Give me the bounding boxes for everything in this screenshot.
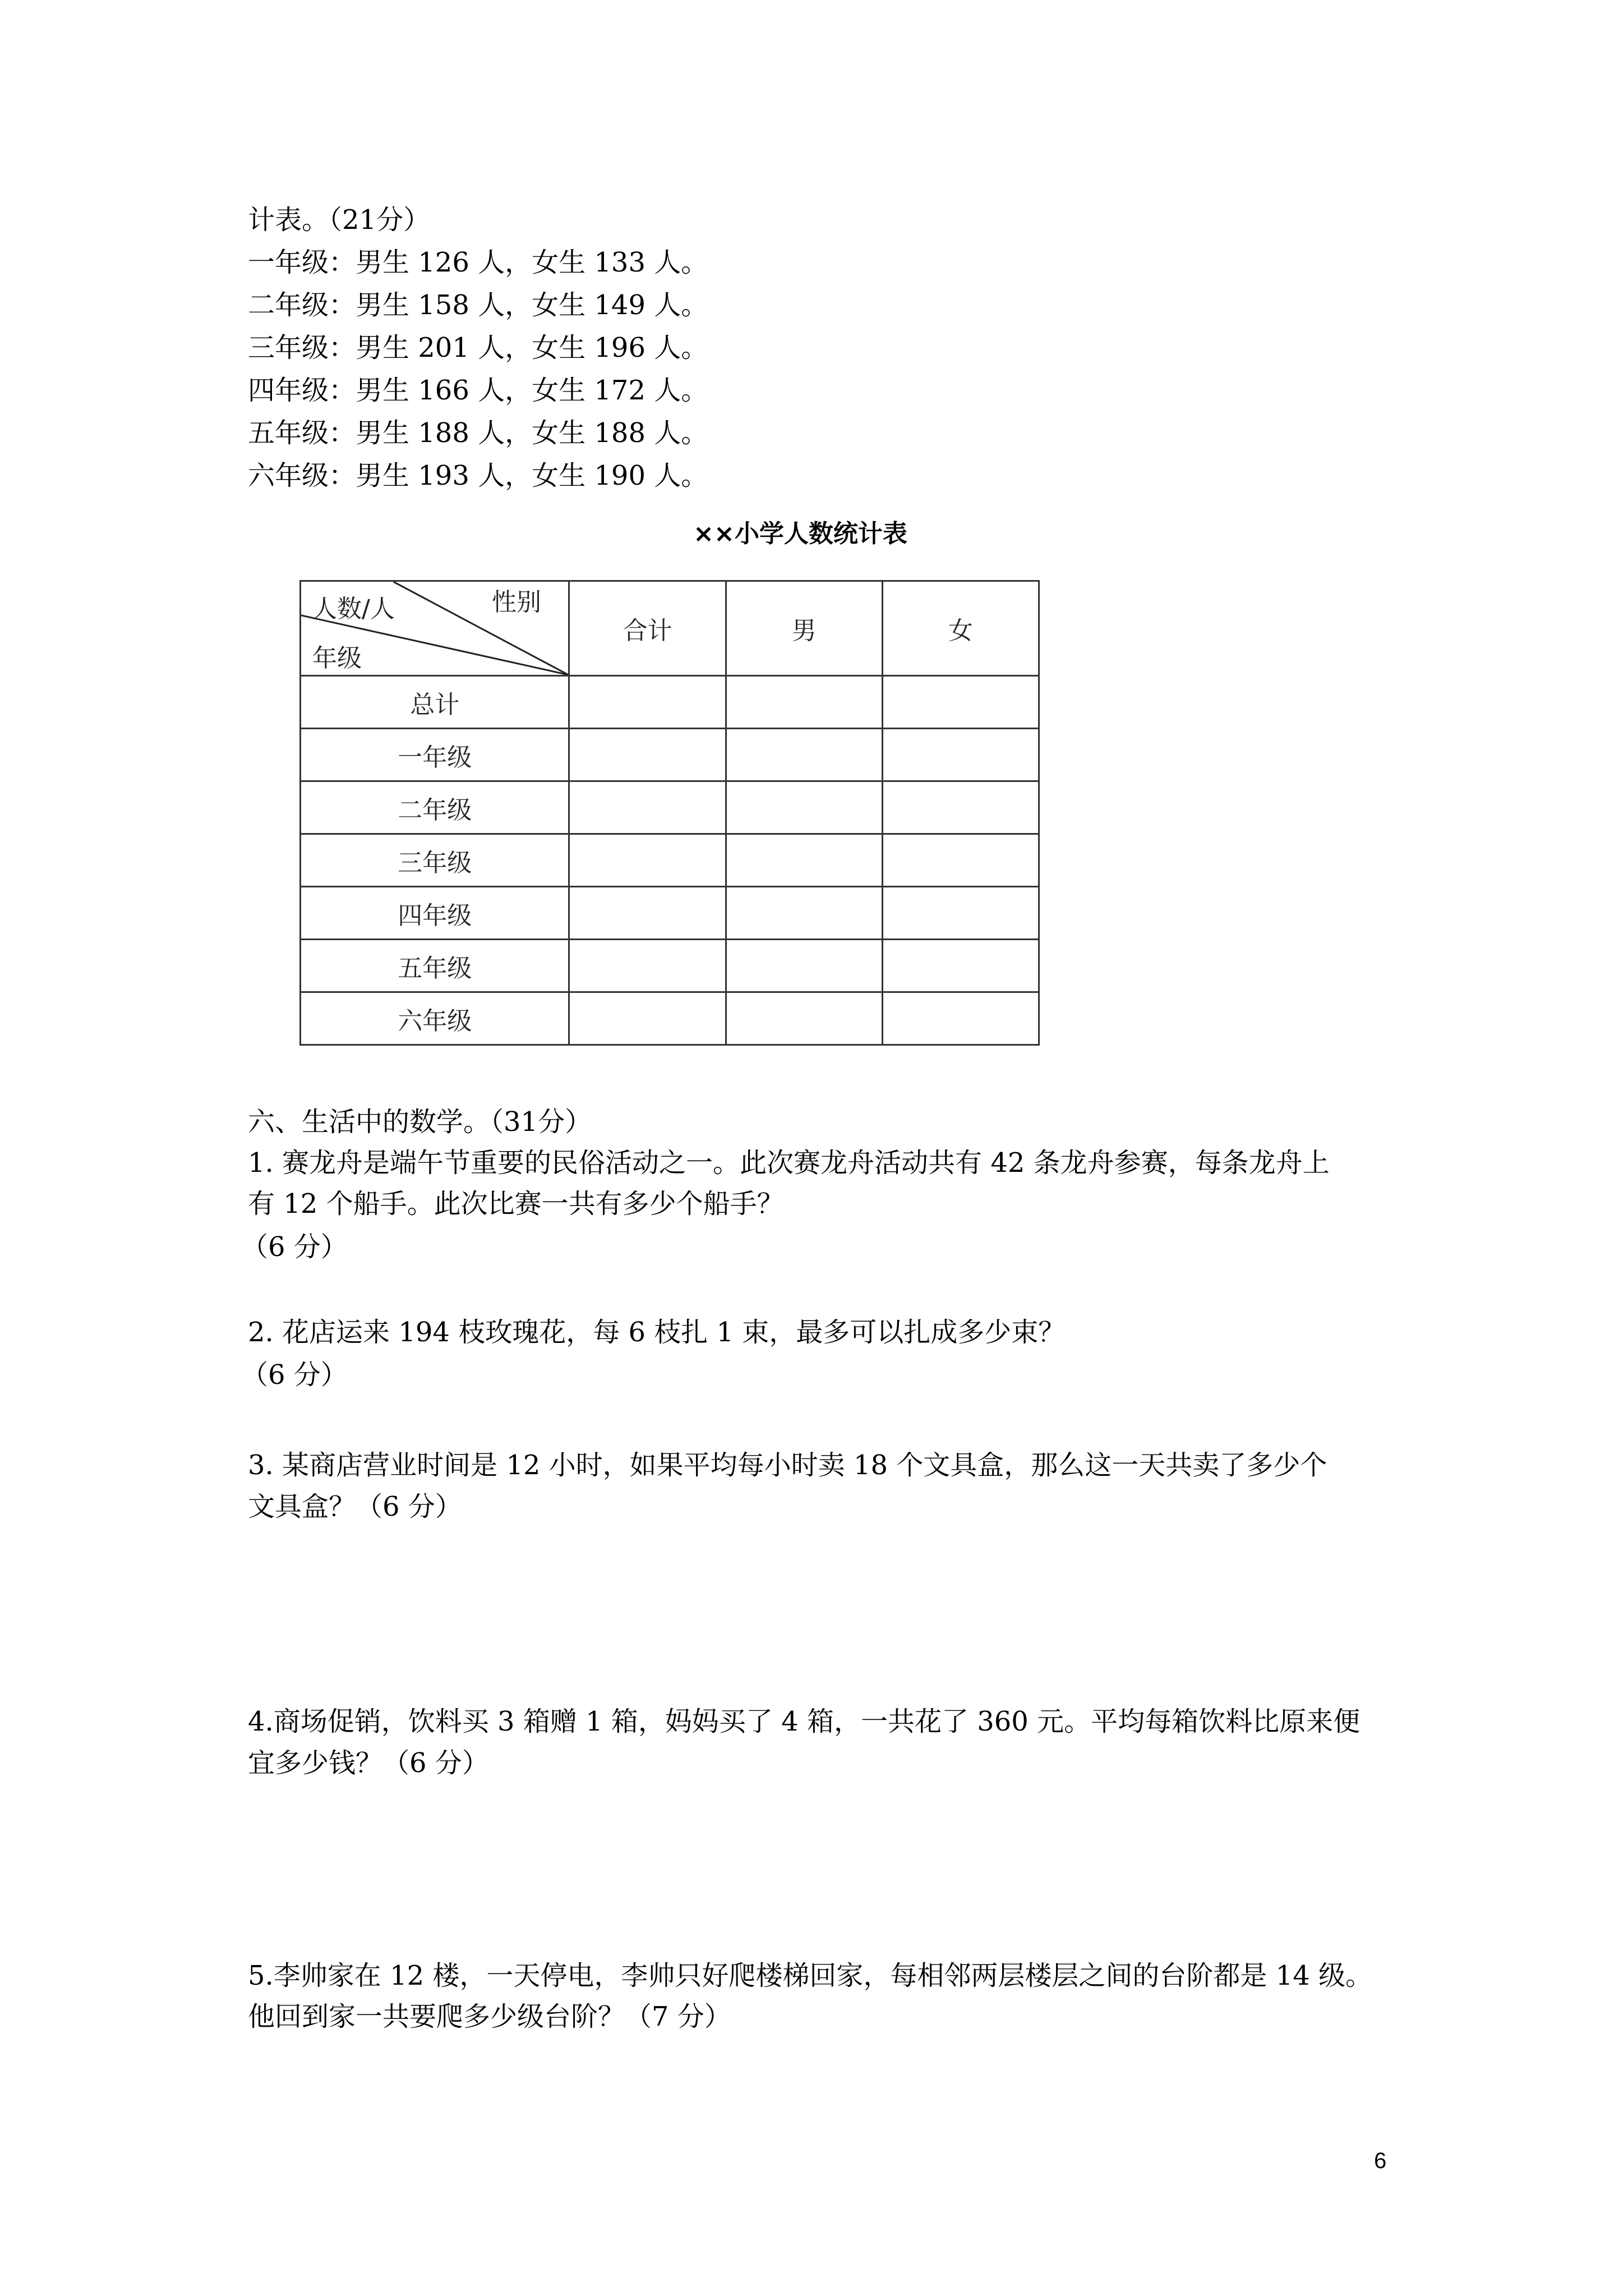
table-row: [301, 781, 1039, 834]
corner-count-label: 人数/人: [312, 595, 395, 623]
corner-cell: [301, 581, 569, 676]
table-header-row: [301, 581, 1039, 676]
corner-grade-label: 年级: [312, 644, 362, 673]
statistics-table: [299, 580, 1040, 1046]
table-title-text: ××小学人数统计表: [693, 519, 907, 548]
question-1-score: （6 分）: [241, 1231, 348, 1263]
section-heading: 六、生活中的数学。（31分）: [248, 1106, 592, 1138]
question-4-line: 宜多少钱？（6 分）: [248, 1747, 489, 1779]
blank-cell[interactable]: [726, 834, 882, 887]
blank-cell[interactable]: [882, 887, 1039, 940]
blank-cell[interactable]: [882, 781, 1039, 834]
blank-cell[interactable]: [569, 834, 726, 887]
blank-cell[interactable]: [569, 676, 726, 729]
row-label: 三年级: [301, 834, 569, 887]
question-5-line: 他回到家一共要爬多少级台阶？（7 分）: [248, 2001, 731, 2032]
column-header: 合计: [569, 581, 726, 676]
row-label: 六年级: [301, 992, 569, 1045]
heading-tail: 计表。（21分）: [248, 204, 431, 236]
blank-cell[interactable]: [569, 781, 726, 834]
question-3-line: 3. 某商店营业时间是 12 小时，如果平均每小时卖 18 个文具盒，那么这一天共卖了多少个: [248, 1450, 1327, 1481]
row-label: 一年级: [301, 729, 569, 781]
table-row: [301, 992, 1039, 1045]
blank-cell[interactable]: [569, 992, 726, 1045]
question-1-line: 有 12 个船手。此次比赛一共有多少个船手？: [248, 1188, 784, 1220]
data-line: 一年级：男生 126 人，女生 133 人。: [248, 247, 708, 278]
question-2-score: （6 分）: [241, 1359, 348, 1391]
table-row: [301, 729, 1039, 781]
table-row: [301, 676, 1039, 729]
data-line: 六年级：男生 193 人，女生 190 人。: [248, 460, 708, 491]
data-line: 四年级：男生 166 人，女生 172 人。: [248, 375, 708, 406]
blank-cell[interactable]: [569, 940, 726, 992]
question-4-line: 4.商场促销，饮料买 3 箱赠 1 箱，妈妈买了 4 箱，一共花了 360 元。平均每箱饮料比原来便: [248, 1706, 1361, 1737]
page-number: 6: [1374, 2148, 1387, 2173]
question-1-line: 1. 赛龙舟是端午节重要的民俗活动之一。此次赛龙舟活动共有 42 条龙舟参赛，每条龙舟上: [248, 1147, 1330, 1179]
question-3-line: 文具盒？（6 分）: [248, 1491, 462, 1522]
blank-cell[interactable]: [726, 940, 882, 992]
corner-gender-label: 性别: [492, 588, 541, 616]
row-label: 二年级: [301, 781, 569, 834]
table-row: [301, 834, 1039, 887]
blank-cell[interactable]: [569, 887, 726, 940]
blank-cell[interactable]: [726, 729, 882, 781]
blank-cell[interactable]: [726, 676, 882, 729]
question-5-line: 5.李帅家在 12 楼，一天停电，李帅只好爬楼梯回家，每相邻两层楼层之间的台阶都是 14 级。: [248, 1960, 1372, 1991]
blank-cell[interactable]: [882, 676, 1039, 729]
data-line: 五年级：男生 188 人，女生 188 人。: [248, 417, 708, 449]
data-line: 三年级：男生 201 人，女生 196 人。: [248, 332, 708, 364]
row-label: 总计: [301, 676, 569, 729]
column-header: 男: [726, 581, 882, 676]
blank-cell[interactable]: [882, 834, 1039, 887]
blank-cell[interactable]: [726, 781, 882, 834]
blank-cell[interactable]: [569, 729, 726, 781]
blank-cell[interactable]: [726, 887, 882, 940]
question-2-line: 2. 花店运来 194 枝玫瑰花，每 6 枝扎 1 束，最多可以扎成多少束？: [248, 1317, 1066, 1348]
row-label: 五年级: [301, 940, 569, 992]
blank-cell[interactable]: [726, 992, 882, 1045]
row-label: 四年级: [301, 887, 569, 940]
data-line: 二年级：男生 158 人，女生 149 人。: [248, 289, 708, 321]
blank-cell[interactable]: [882, 992, 1039, 1045]
table-title: [0, 513, 1623, 549]
column-header: 女: [882, 581, 1039, 676]
blank-cell[interactable]: [882, 729, 1039, 781]
blank-cell[interactable]: [882, 940, 1039, 992]
table-row: [301, 940, 1039, 992]
table-row: [301, 887, 1039, 940]
